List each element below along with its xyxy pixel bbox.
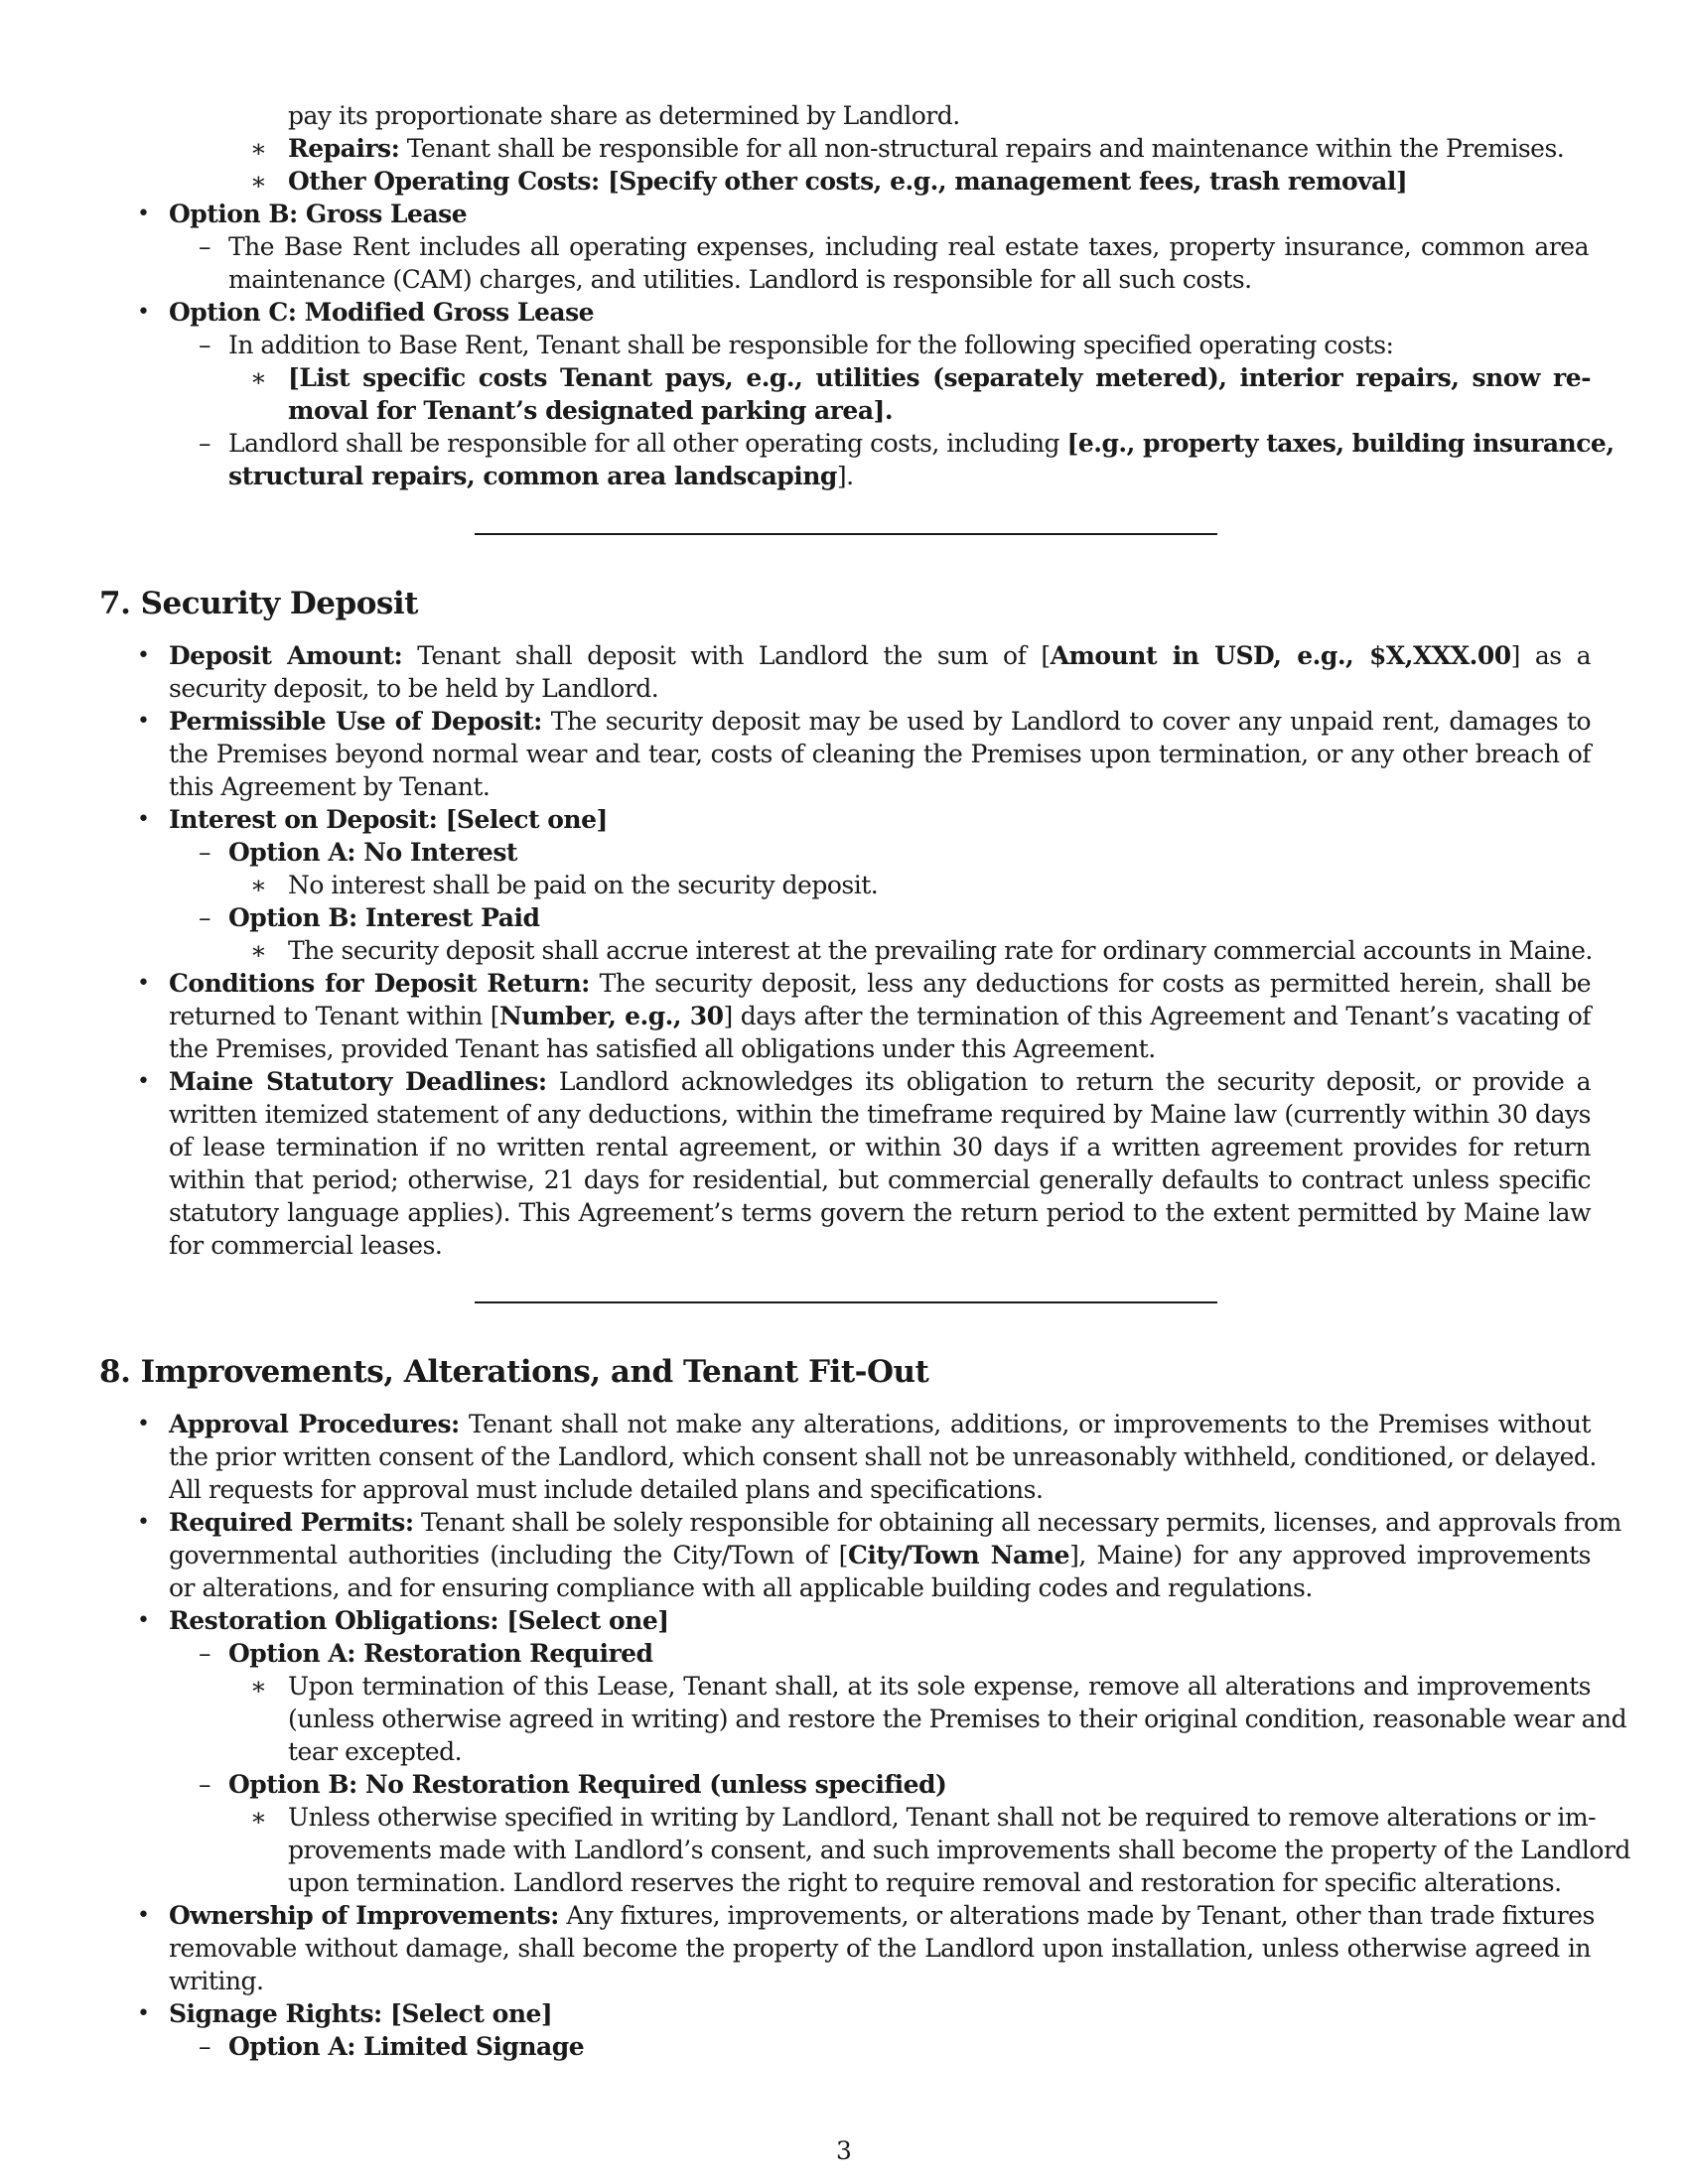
text-line: No interest shall be paid on the security deposit.	[288, 871, 879, 899]
text-line: The security deposit shall accrue interest at the prevailing rate for ordinary commercial accounts in Maine.	[288, 936, 1593, 965]
dash-marker: –	[199, 2032, 211, 2061]
text-line: writing.	[169, 1967, 264, 1995]
bullet-marker: •	[137, 202, 150, 226]
text-line: returned to Tenant within [Number, e.g., 30] days after the termination of this Agreement and Tenant’s vacating of	[169, 1002, 1592, 1030]
text-line: or alterations, and for ensuring compliance with all applicable building codes and regulations.	[169, 1573, 1313, 1602]
text-line: the Premises, provided Tenant has satisfied all obligations under this Agreement.	[169, 1034, 1156, 1063]
dash-marker: –	[199, 903, 211, 932]
text-line: this Agreement by Tenant.	[169, 772, 491, 801]
text-line: structural repairs, common area landscaping].	[228, 462, 854, 490]
option-c-modified-gross: Option C: Modified Gross Lease	[169, 298, 595, 327]
interest-item: Interest on Deposit: [Select one]	[169, 805, 608, 834]
signage-option-a: Option A: Limited Signage	[228, 2032, 585, 2061]
horizontal-rule	[475, 1301, 1217, 1303]
restoration-item: Restoration Obligations: [Select one]	[169, 1606, 669, 1635]
dash-marker: –	[199, 232, 211, 261]
deposit-amount-item: Deposit Amount: Tenant shall deposit with Landlord the sum of [Amount in USD, e.g., $X,XXX.00] as a	[169, 641, 1591, 670]
dash-marker: –	[199, 331, 211, 359]
maine-deadlines-item: Maine Statutory Deadlines: Landlord acknowledges its obligation to return the security deposit, or provide a	[169, 1067, 1591, 1096]
repairs-item: Repairs: Tenant shall be responsible for all non-structural repairs and maintenance within the Premises.	[288, 134, 1565, 163]
section-heading: 7. Security Deposit	[99, 586, 418, 621]
restoration-option-b: Option B: No Restoration Required (unless specified)	[228, 1770, 947, 1799]
star-marker: ∗	[250, 936, 267, 965]
star-marker: ∗	[250, 363, 267, 392]
permissible-use-item: Permissible Use of Deposit: The security deposit may be used by Landlord to cover any unpaid rent, damages to	[169, 707, 1591, 736]
page-number: 3	[836, 2136, 852, 2165]
text-line: security deposit, to be held by Landlord.	[169, 674, 659, 703]
section-heading: 8. Improvements, Alterations, and Tenant Fit-Out	[99, 1354, 929, 1390]
ownership-item: Ownership of Improvements: Any fixtures, improvements, or alterations made by Tenant, other than trade fixtures	[169, 1901, 1595, 1930]
text-line: removable without damage, shall become the property of the Landlord upon installation, unless otherwise agreed in	[169, 1934, 1591, 1963]
bullet-marker: •	[137, 1510, 150, 1535]
option-b-gross-lease: Option B: Gross Lease	[169, 200, 468, 228]
text-line: Landlord shall be responsible for all other operating costs, including [e.g., property taxes, building insurance,	[228, 429, 1615, 458]
text-line: tear excepted.	[288, 1737, 463, 1766]
interest-option-a: Option A: No Interest	[228, 838, 517, 867]
dash-marker: –	[199, 429, 211, 458]
bullet-marker: •	[137, 1412, 150, 1436]
text-line: within that period; otherwise, 21 days for residential, but commercial generally defaults to contract unless specific	[169, 1165, 1591, 1194]
signage-item: Signage Rights: [Select one]	[169, 1999, 553, 2028]
text-line: (unless otherwise agreed in writing) and restore the Premises to their original condition, reasonable wear and	[288, 1705, 1627, 1733]
star-marker: ∗	[250, 1803, 267, 1832]
bullet-marker: •	[137, 1069, 150, 1094]
bullet-marker: •	[137, 1608, 150, 1633]
conditions-return-item: Conditions for Deposit Return: The security deposit, less any deductions for costs as permitted herein, shall be	[169, 969, 1591, 998]
text-line: written itemized statement of any deductions, within the timeframe required by Maine law (currently within 30 days	[169, 1100, 1591, 1129]
star-marker: ∗	[250, 871, 267, 899]
horizontal-rule	[475, 533, 1217, 535]
text-line: the Premises beyond normal wear and tear, costs of cleaning the Premises upon termination, or any other breach of	[169, 740, 1591, 768]
interest-option-b: Option B: Interest Paid	[228, 903, 540, 932]
text-line: Upon termination of this Lease, Tenant shall, at its sole expense, remove all alterations and improvements	[288, 1672, 1591, 1701]
text-line: maintenance (CAM) charges, and utilities. Landlord is responsible for all such costs.	[228, 265, 1252, 294]
text-line: The Base Rent includes all operating expenses, including real estate taxes, property insurance, common area	[228, 232, 1589, 261]
bullet-marker: •	[137, 709, 150, 734]
text-line: All requests for approval must include detailed plans and specifications.	[169, 1475, 1044, 1504]
approval-procedures-item: Approval Procedures: Tenant shall not make any alterations, additions, or improvements to the Premises without	[169, 1410, 1591, 1438]
dash-marker: –	[199, 1639, 211, 1668]
bullet-marker: •	[137, 971, 150, 996]
star-marker: ∗	[250, 1672, 267, 1701]
dash-marker: –	[199, 838, 211, 867]
text-line: provements made with Landlord’s consent, and such improvements shall become the property of the Landlord	[288, 1836, 1630, 1864]
dash-marker: –	[199, 1770, 211, 1799]
text-line: of lease termination if no written rental agreement, or within 30 days if a written agreement provides for return	[169, 1133, 1591, 1161]
required-permits-item: Required Permits: Tenant shall be solely responsible for obtaining all necessary permits, licenses, and approvals from	[169, 1508, 1621, 1537]
text-line: In addition to Base Rent, Tenant shall be responsible for the following specified operating costs:	[228, 331, 1394, 359]
text-line: pay its proportionate share as determined by Landlord.	[288, 101, 960, 130]
restoration-option-a: Option A: Restoration Required	[228, 1639, 653, 1668]
text-line: upon termination. Landlord reserves the right to require removal and restoration for specific alterations.	[288, 1868, 1562, 1897]
bullet-marker: •	[137, 300, 150, 325]
text-line: the prior written consent of the Landlord, which consent shall not be unreasonably withheld, conditioned, or delayed.	[169, 1442, 1597, 1471]
bullet-marker: •	[137, 807, 150, 832]
text-line: for commercial leases.	[169, 1231, 443, 1260]
star-marker: ∗	[250, 167, 267, 196]
text-line: governmental authorities (including the City/Town of [City/Town Name], Maine) for any approved improvements	[169, 1541, 1591, 1570]
star-marker: ∗	[250, 134, 267, 163]
text-line: [List specific costs Tenant pays, e.g., utilities (separately metered), interior repairs, snow re-	[288, 363, 1591, 392]
text-line: statutory language applies). This Agreement’s terms govern the return period to the extent permitted by Maine law	[169, 1198, 1591, 1227]
other-costs-item: Other Operating Costs: [Specify other costs, e.g., management fees, trash removal]	[288, 167, 1408, 196]
text-line: Unless otherwise specified in writing by Landlord, Tenant shall not be required to remove alterations or im-	[288, 1803, 1597, 1832]
bullet-marker: •	[137, 643, 150, 668]
bullet-marker: •	[137, 2001, 150, 2026]
bullet-marker: •	[137, 1903, 150, 1928]
text-line: moval for Tenant’s designated parking area].	[288, 396, 894, 425]
